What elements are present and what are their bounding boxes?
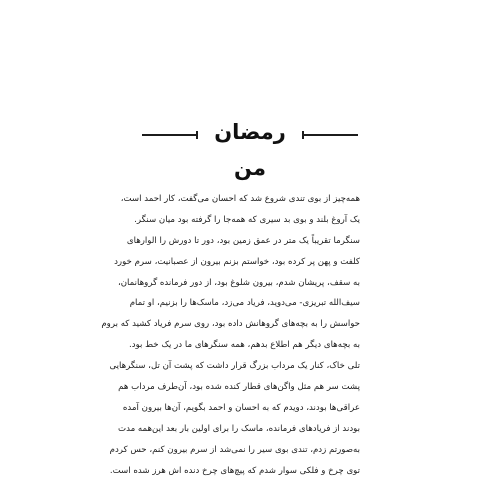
text-line: کلفت و پهن پر کرده بود، خواستم بزنم بیرون از عصبانیت، سرم خورد [114, 256, 360, 267]
text-line: توی چرخ و فلکی سوار شدم که پیچ‌های چرخ دنده اش هرز شده است. [109, 465, 360, 476]
heading-rule-right [302, 134, 358, 136]
chapter-title: رمضان من [214, 120, 286, 180]
text-line: همه‌چیز از بوی تندی شروع شد که احسان می‌گفت، کار احمد است، [120, 194, 360, 204]
text-line: به بچه‌های دیگر هم اطلاع بدهم، همه سنگرهای ما در یک خط بود. [129, 340, 360, 351]
text-line: عراقی‌ها بودند، دویدم که به احسان و احمد بگویم، آن‌ها بیرون آمده [122, 402, 360, 413]
text-line: یک آروغ بلند و بوی بد سیری که همه‌جا را گرفته بود میان سنگر. [134, 214, 360, 225]
text-line: حواسش را به بچه‌های گروهانش داده بود، روی سرم فریاد کشید که بروم [101, 319, 360, 330]
chapter-heading [0, 114, 500, 180]
text-line: به سقف، پریشان شدم، بیرون شلوغ بود، از دور فرمانده گروهانمان، [117, 277, 360, 288]
text-line: سیف‌الله تبریزی- می‌دوید، فریاد می‌زد، ماسک‌ها را بزنیم، او تمام [129, 298, 360, 309]
text-line: تلی خاک، کنار یک مرداب بزرگ قرار داشت که پشت آن تل، سنگرهایی [109, 361, 360, 372]
heading-rule-left [142, 134, 198, 136]
text-line: پشت سر هم مثل واگن‌های قطار کنده شده بود، آن‌طرف مرداب هم [118, 382, 360, 393]
text-line: به‌صورتم زدم، تندی بوی سیر را نمی‌شد از سرم بیرون کنم، حس کردم [109, 444, 360, 455]
body-paragraph [101, 189, 360, 481]
text-line: سنگرما تقریباً یک متر در عمق زمین بود، دور تا دورش را الوارهای [126, 235, 360, 246]
text-line: بودند از فریادهای فرمانده، ماسک را برای اولین بار بعد این‌همه مدت [118, 423, 360, 434]
